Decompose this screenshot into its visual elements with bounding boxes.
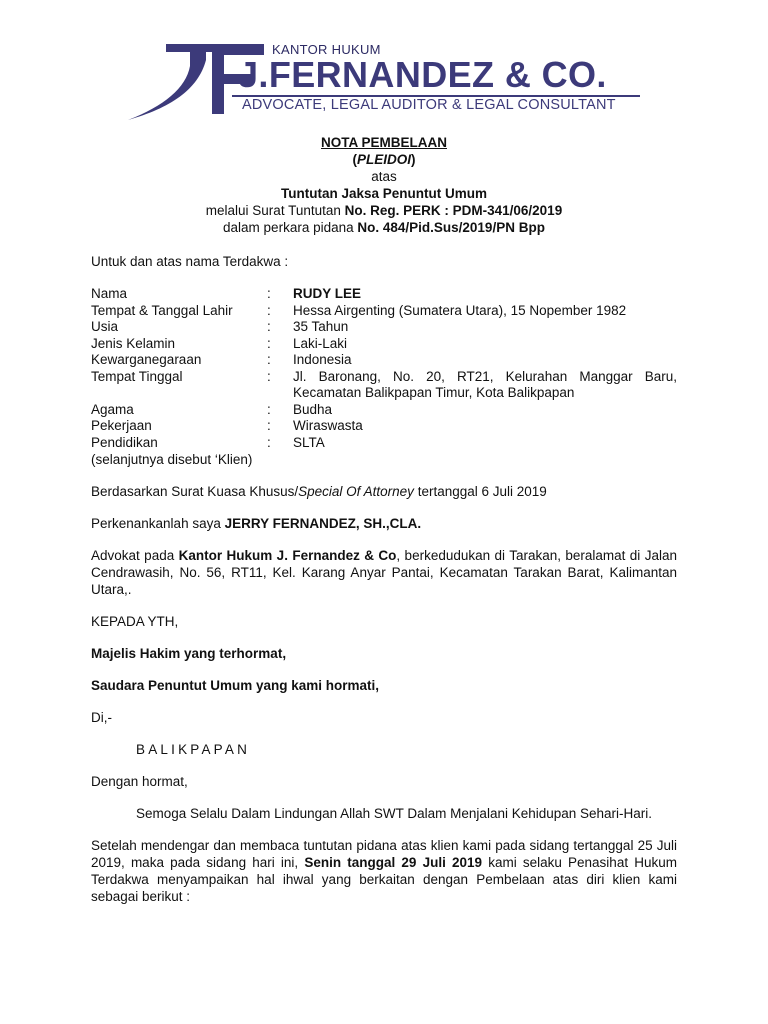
table-row <box>91 352 677 369</box>
reg-perk-number: No. Reg. PERK : PDM-341/06/2019 <box>344 203 563 218</box>
identity-label: Pekerjaan <box>91 418 152 433</box>
identity-colon: : <box>267 335 271 351</box>
surat-kuasa-prefix: Berdasarkan Surat Kuasa Khusus/ <box>91 484 299 499</box>
document-body <box>91 134 677 905</box>
identity-value: Wiraswasta <box>293 418 363 433</box>
advokat-paragraph <box>91 547 677 598</box>
defendant-identity-table <box>91 286 677 451</box>
table-row <box>91 286 677 303</box>
identity-value: SLTA <box>293 434 325 450</box>
table-row <box>91 418 677 435</box>
paren-close: ) <box>411 152 416 167</box>
perkenankan-prefix: Perkenankanlah saya <box>91 516 225 531</box>
identity-value: Indonesia <box>293 352 352 367</box>
identity-note: (selanjutnya disebut ‘Klien) <box>91 452 253 467</box>
letterhead-small-title: KANTOR HUKUM <box>272 42 381 57</box>
identity-label: Tempat Tinggal <box>91 368 183 384</box>
surat-kuasa-italic: Special Of Attorney <box>298 484 414 499</box>
identity-colon: : <box>267 302 271 318</box>
identity-label: Usia <box>91 319 119 334</box>
perkenankan-paragraph <box>91 515 677 532</box>
document-title: NOTA PEMBELAAN <box>321 135 447 150</box>
identity-value: Laki-Laki <box>293 335 348 351</box>
advokat-suffix: , berkedudukan di Tarakan, beralamat di Jalan Cendrawasih, No. 56, RT11, Kel. Karang Anyar Pantai, Kecamatan Tarakan Barat, Kalimantan Utara,. <box>91 548 677 597</box>
setelah-suffix: kami selaku Penasihat Hukum Terdakwa menyampaikan hal ihwal yang berkaitan dengan Pembelaan atas diri klien kami sebagai berikut : <box>91 855 677 904</box>
salam-line: Dengan hormat, <box>91 774 188 789</box>
law-office-name: Kantor Hukum J. Fernandez & Co <box>178 548 397 563</box>
identity-label: Jenis Kelamin <box>91 335 176 351</box>
identity-label: Agama <box>91 401 134 417</box>
surat-tuntutan-line <box>91 202 677 219</box>
identity-colon: : <box>267 368 271 384</box>
surat-tuntutan-prefix: melalui Surat Tuntutan <box>205 203 345 218</box>
identity-label: Kewarganegaraan <box>91 352 202 367</box>
identity-label: Tempat & Tanggal Lahir <box>91 302 233 318</box>
identity-colon: : <box>267 286 271 301</box>
perkara-line <box>91 219 677 236</box>
identity-value: RUDY LEE <box>293 286 362 301</box>
identity-value: Jl. Baronang, No. 20, RT21, Kelurahan Manggar Baru, Kecamatan Balikpapan Timur, Kota Balikpapan <box>293 368 677 400</box>
advocate-name: JERRY FERNANDEZ, SH.,CLA. <box>224 516 422 531</box>
majelis-line: Majelis Hakim yang terhormat, <box>91 646 287 661</box>
letterhead <box>0 0 768 130</box>
surat-kuasa-suffix: tertanggal 6 Juli 2019 <box>413 484 547 499</box>
identity-value: Budha <box>293 401 333 417</box>
setelah-prefix: Setelah mendengar dan membaca tuntutan pidana atas klien kami pada sidang tertanggal 25 Juli 2019, maka pada sidang hari ini, <box>91 838 677 870</box>
table-row <box>91 319 677 336</box>
sidang-date: Senin tanggal 29 Juli 2019 <box>304 855 483 870</box>
identity-colon: : <box>267 418 271 433</box>
document-heading <box>91 134 677 236</box>
table-row <box>91 402 677 419</box>
table-row <box>91 435 677 452</box>
identity-colon: : <box>267 401 271 417</box>
setelah-paragraph <box>91 837 677 905</box>
perkara-number: No. 484/Pid.Sus/2019/PN Bpp <box>357 220 545 235</box>
table-row <box>91 336 677 353</box>
tuntutan-line: Tuntutan Jaksa Penuntut Umum <box>280 186 487 201</box>
table-row <box>91 303 677 320</box>
advokat-prefix: Advokat pada <box>91 548 179 563</box>
firm-name: J.FERNANDEZ & CO. <box>238 54 607 95</box>
pleidoi-word: PLEIDOI <box>356 152 411 167</box>
atas-line: atas <box>371 169 397 184</box>
identity-value: 35 Tahun <box>293 319 349 334</box>
perkara-prefix: dalam perkara pidana <box>223 220 358 235</box>
pleidoi-line <box>91 151 677 168</box>
identity-colon: : <box>267 319 271 334</box>
paren-open: ( <box>352 152 357 167</box>
di-line: Di,- <box>91 710 112 725</box>
identity-colon: : <box>267 434 271 450</box>
kota-line: BALIKPAPAN <box>136 742 251 757</box>
kepada-line: KEPADA YTH, <box>91 614 179 629</box>
doa-paragraph: Semoga Selalu Dalam Lindungan Allah SWT Dalam Menjalani Kehidupan Sehari-Hari. <box>136 806 653 821</box>
table-row <box>91 369 677 402</box>
intro-line: Untuk dan atas nama Terdakwa : <box>91 254 289 269</box>
identity-label: Pendidikan <box>91 434 158 450</box>
identity-label: Nama <box>91 286 128 301</box>
identity-value: Hessa Airgenting (Sumatera Utara), 15 Nopember 1982 <box>293 302 627 318</box>
surat-kuasa-paragraph <box>91 483 677 500</box>
firm-subtitle: ADVOCATE, LEGAL AUDITOR & LEGAL CONSULTANT <box>242 97 616 113</box>
identity-colon: : <box>267 352 271 367</box>
saudara-line: Saudara Penuntut Umum yang kami hormati, <box>91 678 380 693</box>
